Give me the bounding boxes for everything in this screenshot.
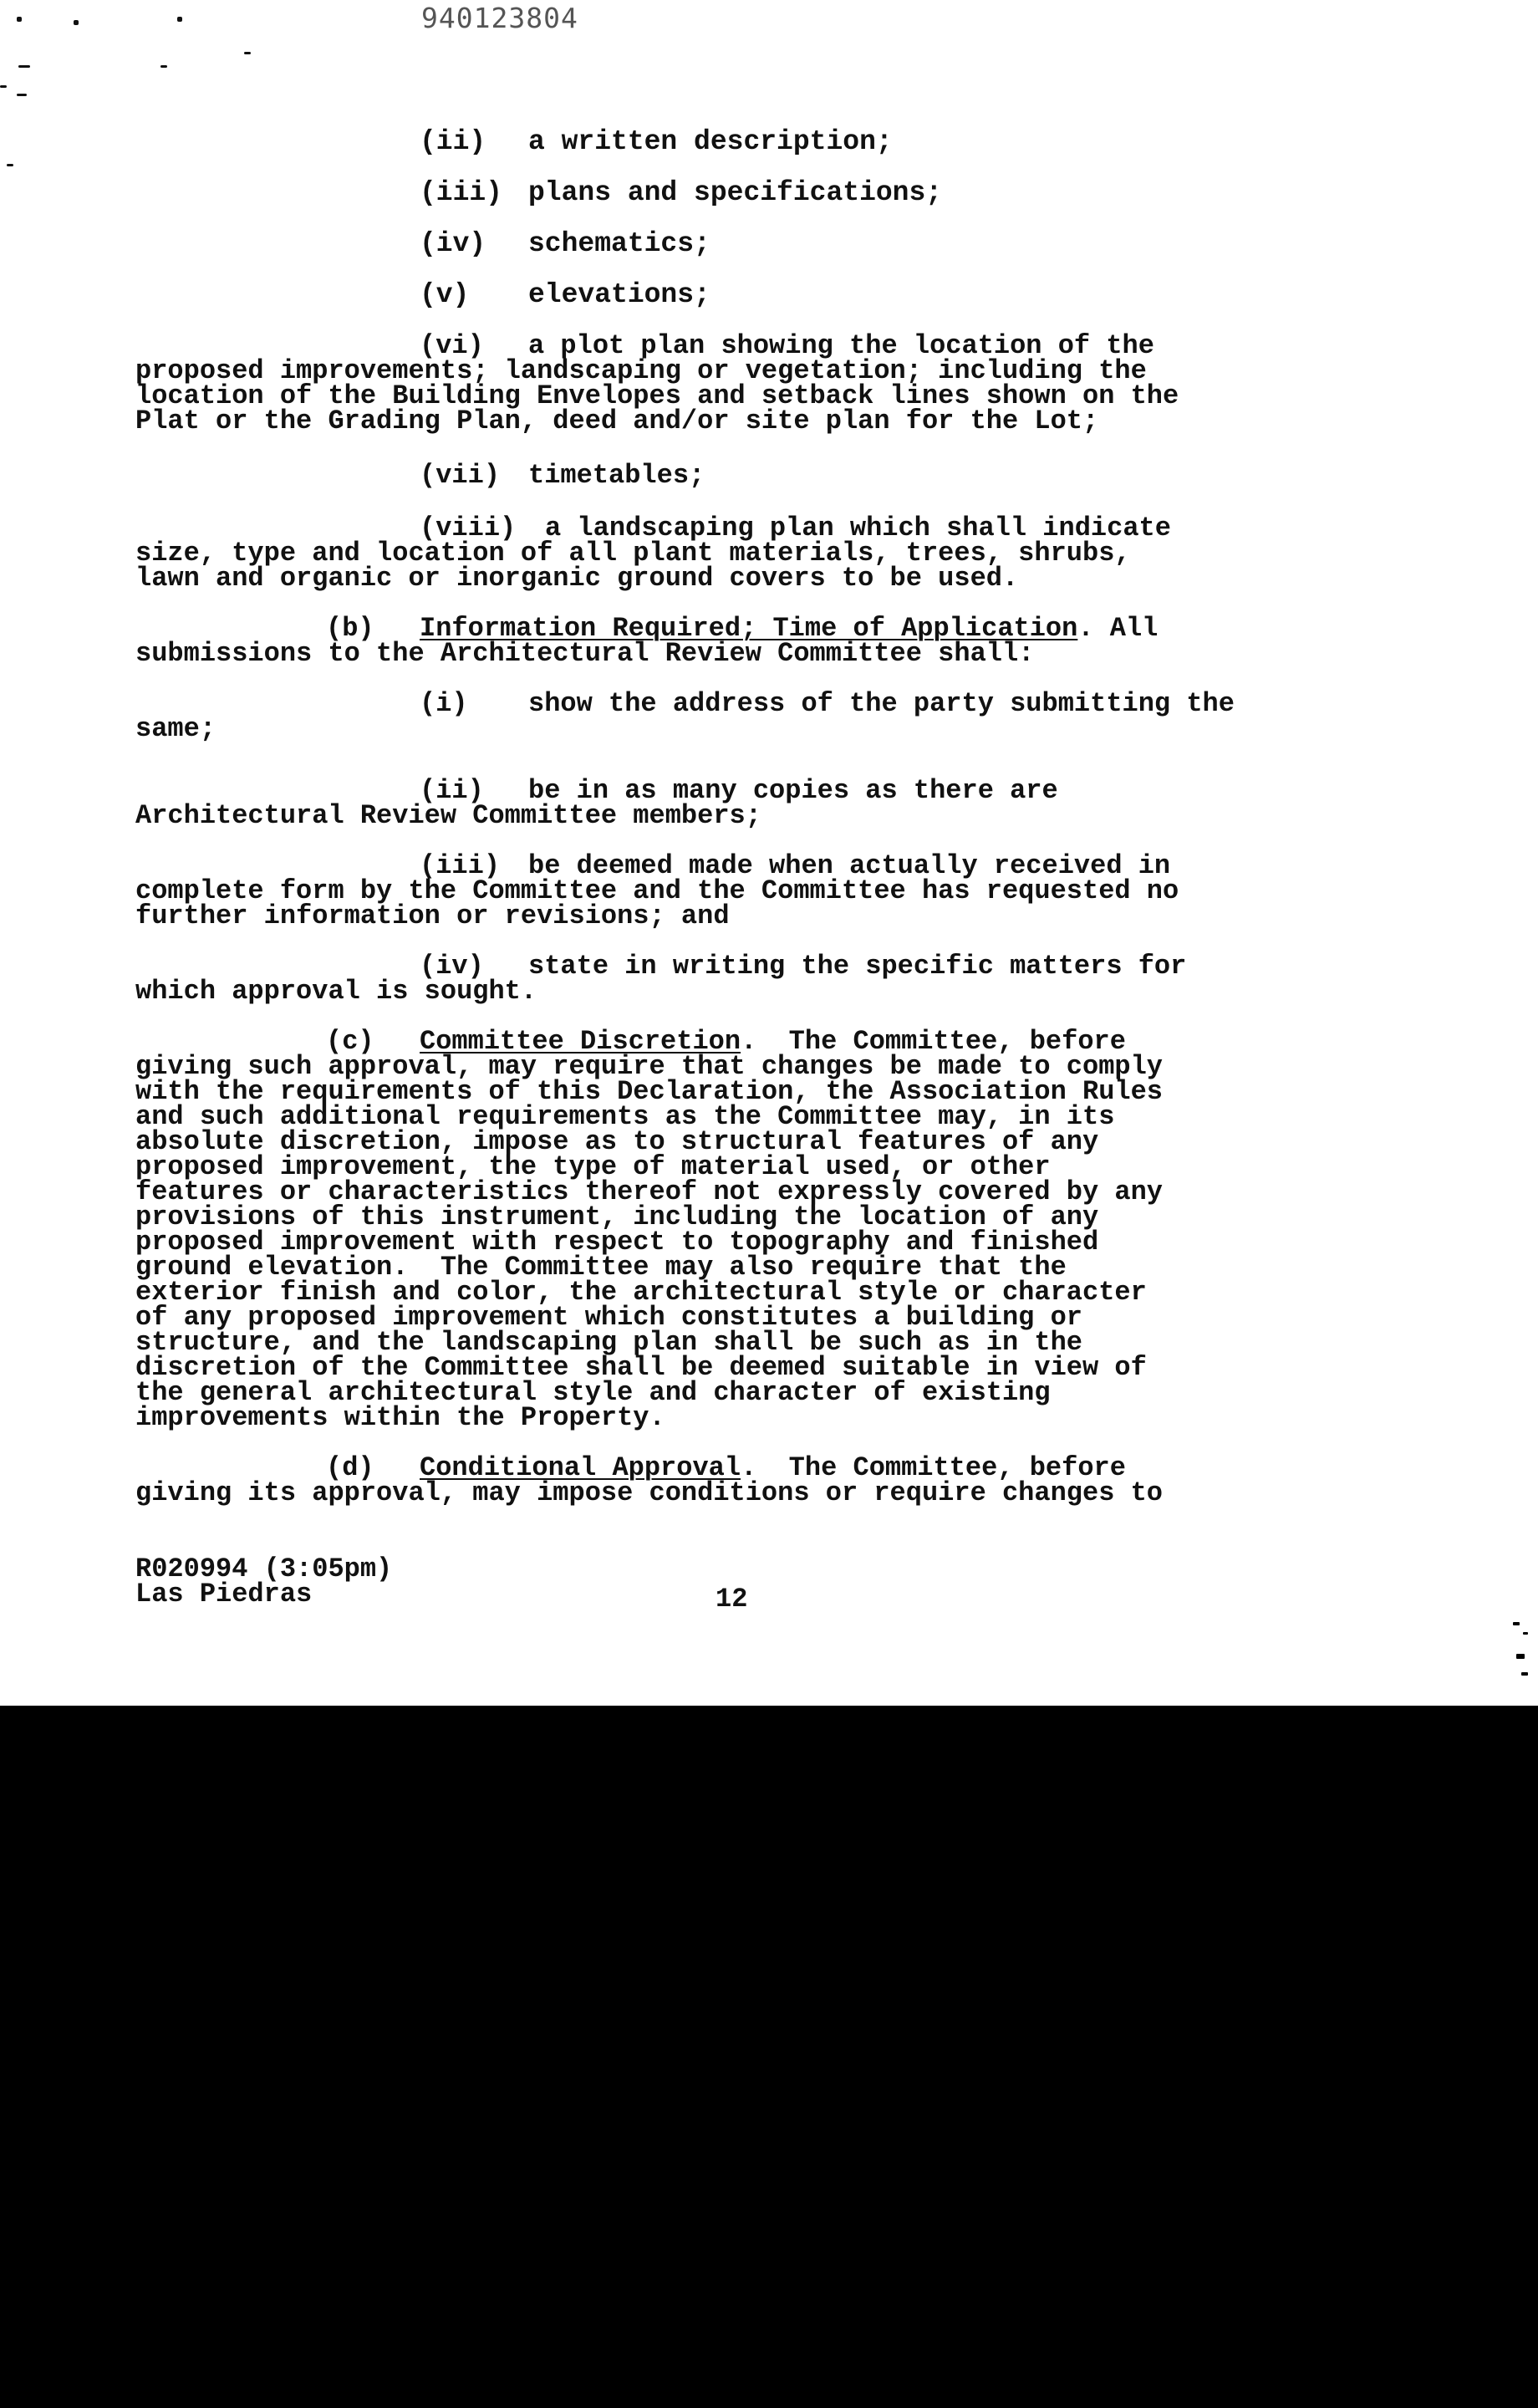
- scan-speck: [7, 164, 13, 166]
- b-item-iii-paragraph: (iii) be deemed made when actually received in complete form by the Committee and the Committee has requested no further information or revisions; and: [135, 850, 1179, 931]
- scan-speck: [177, 17, 182, 22]
- b-item-ii-paragraph: (ii) be in as many copies as there are Architectural Review Committee members;: [135, 775, 1058, 831]
- scan-speck: [74, 20, 79, 25]
- scan-speck: [18, 65, 30, 68]
- item-viii-paragraph: (viii) a landscaping plan which shall indicate size, type and location of all plant materials, trees, shrubs, lawn and organic or inorganic ground covers to be used.: [135, 513, 1171, 594]
- page-footer: [135, 1553, 393, 1610]
- page-number: 12: [716, 1584, 748, 1615]
- list-item: (v) elevations;: [420, 279, 710, 310]
- list-item: (ii) a written description;: [420, 126, 893, 157]
- document-body: [135, 125, 1356, 1531]
- scan-edge: [1505, 0, 1538, 1706]
- footer-code: R020994 (3:05pm): [135, 1553, 393, 1584]
- section-c-heading: Committee Discretion: [420, 1026, 741, 1057]
- section-d-heading: Conditional Approval: [420, 1452, 741, 1483]
- scan-speck: [160, 65, 167, 68]
- scan-speck: [17, 94, 27, 96]
- b-item-i-paragraph: (i) show the address of the party submitting the same;: [135, 688, 1235, 744]
- list-item: (iii) plans and specifications;: [420, 177, 943, 208]
- section-c-paragraph: (c) Committee Discretion. The Committee, before giving such approval, may require that changes be made to comply with the requirements of this Declaration, the Association Rules and such additional requirements as the Committee may, in its absolute discretion, impose as to structural features of any proposed improvement, the type of material used, or other features or characteristics thereof not expressly covered by any provisions of this instrument, including the location of any proposed improvement with respect to topography and finished ground elevation. The Committee may also require that the exterior finish and color, the architectural style or character of any proposed improvement which constitutes a building or structure, and the landscaping plan shall be such as in the discretion of the Committee shall be deemed suitable in view of the general architectural style and character of existing improvements within the Property.: [135, 1026, 1163, 1433]
- b-item-iv-paragraph: (iv) state in writing the specific matters for which approval is sought.: [135, 951, 1187, 1007]
- list-item: (iv) schematics;: [420, 228, 710, 259]
- scan-speck: [244, 52, 251, 54]
- scan-speck: [0, 85, 7, 88]
- item-vii: (vii) timetables;: [420, 460, 705, 491]
- footer-project: Las Piedras: [135, 1579, 313, 1610]
- section-b-heading: Information Required; Time of Application: [420, 613, 1078, 644]
- scan-speck: [17, 17, 22, 22]
- section-d-paragraph: (d) Conditional Approval. The Committee, before giving its approval, may impose conditions or require changes to: [135, 1452, 1163, 1508]
- section-b-paragraph: (b) Information Required; Time of Application. All submissions to the Architectural Review Committee shall:: [135, 613, 1159, 669]
- document-number: 940123804: [421, 2, 578, 34]
- item-vi-paragraph: (vi) a plot plan showing the location of the proposed improvements; landscaping or vegetation; including the location of the Building Envelopes and setback lines shown on the Plat or the Grading Plan, deed and/or site plan for the Lot;: [135, 330, 1179, 436]
